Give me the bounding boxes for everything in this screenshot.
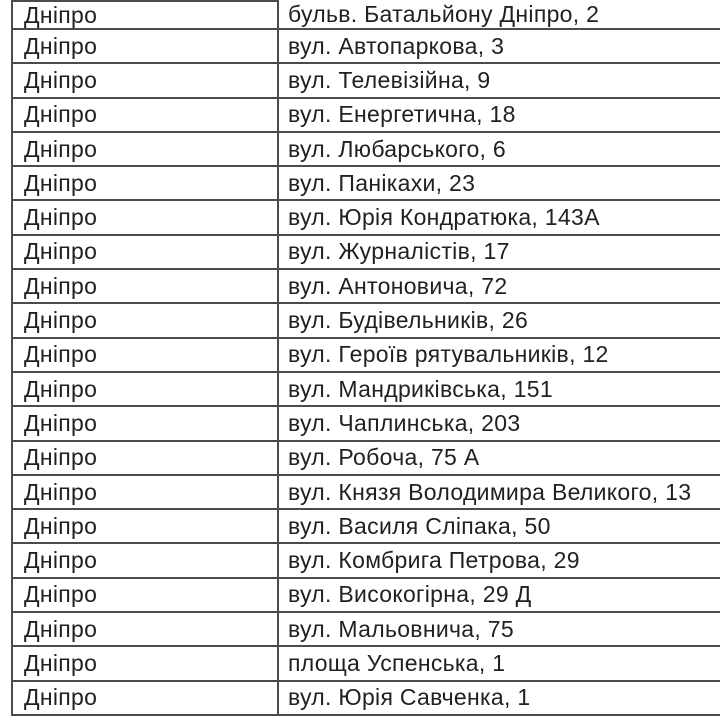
address-cell: вул. Робоча, 75 А xyxy=(288,444,480,471)
address-cell: вул. Антоновича, 72 xyxy=(288,272,508,299)
city-cell: Дніпро xyxy=(13,236,279,268)
address-cell: вул. Юрія Кондратюка, 143А xyxy=(288,204,600,231)
table-row xyxy=(11,337,720,371)
city-cell: Дніпро xyxy=(13,579,279,611)
table-row xyxy=(11,302,720,336)
address-cell: вул. Героїв рятувальників, 12 xyxy=(288,341,609,368)
table-row xyxy=(11,131,720,165)
address-cell: вул. Високогірна, 29 Д xyxy=(288,581,532,608)
city-cell: Дніпро xyxy=(13,510,279,542)
address-cell: вул. Юрія Савченка, 1 xyxy=(288,684,531,711)
address-cell: вул. Василя Сліпака, 50 xyxy=(288,512,551,539)
city-cell: Дніпро xyxy=(13,442,279,474)
table-row xyxy=(11,199,720,233)
address-cell: вул. Князя Володимира Великого, 13 xyxy=(288,478,692,505)
address-cell: вул. Комбрига Петрова, 29 xyxy=(288,547,580,574)
city-cell: Дніпро xyxy=(13,99,279,131)
address-cell: бульв. Батальйону Дніпро, 2 xyxy=(288,0,600,27)
city-cell: Дніпро xyxy=(13,373,279,405)
table-row xyxy=(11,680,720,714)
address-cell: вул. Журналістів, 17 xyxy=(288,238,510,265)
city-cell: Дніпро xyxy=(13,0,279,28)
city-cell: Дніпро xyxy=(13,544,279,576)
city-cell: Дніпро xyxy=(13,30,279,62)
address-cell: вул. Автопаркова, 3 xyxy=(288,32,505,59)
table-row xyxy=(11,645,720,679)
table-row xyxy=(11,542,720,576)
table-row xyxy=(11,165,720,199)
table-row xyxy=(11,0,720,28)
table-row xyxy=(11,234,720,268)
table-row xyxy=(11,474,720,508)
table-row xyxy=(11,97,720,131)
address-cell: вул. Мальовнича, 75 xyxy=(288,615,514,642)
city-cell: Дніпро xyxy=(13,133,279,165)
table-row xyxy=(11,62,720,96)
city-cell: Дніпро xyxy=(13,613,279,645)
city-cell: Дніпро xyxy=(13,476,279,508)
address-cell: вул. Чаплинська, 203 xyxy=(288,409,521,436)
address-cell: вул. Телевізійна, 9 xyxy=(288,66,491,93)
table-row xyxy=(11,440,720,474)
table-row xyxy=(11,508,720,542)
city-cell: Дніпро xyxy=(13,647,279,679)
address-cell: вул. Енергетична, 18 xyxy=(288,101,516,128)
table-row xyxy=(11,611,720,645)
table-row xyxy=(11,28,720,62)
address-cell: вул. Панікахи, 23 xyxy=(288,169,476,196)
city-cell: Дніпро xyxy=(13,270,279,302)
city-cell: Дніпро xyxy=(13,339,279,371)
table-row xyxy=(11,405,720,439)
city-cell: Дніпро xyxy=(13,201,279,233)
address-table xyxy=(11,0,720,716)
table-row xyxy=(11,268,720,302)
address-cell: вул. Мандриківська, 151 xyxy=(288,375,553,402)
city-cell: Дніпро xyxy=(13,407,279,439)
table-row xyxy=(11,371,720,405)
address-cell: площа Успенська, 1 xyxy=(288,649,506,676)
city-cell: Дніпро xyxy=(13,167,279,199)
city-cell: Дніпро xyxy=(13,682,279,714)
table-row xyxy=(11,577,720,611)
city-cell: Дніпро xyxy=(13,304,279,336)
address-cell: вул. Будівельників, 26 xyxy=(288,307,529,334)
city-cell: Дніпро xyxy=(13,64,279,96)
address-cell: вул. Любарського, 6 xyxy=(288,135,507,162)
